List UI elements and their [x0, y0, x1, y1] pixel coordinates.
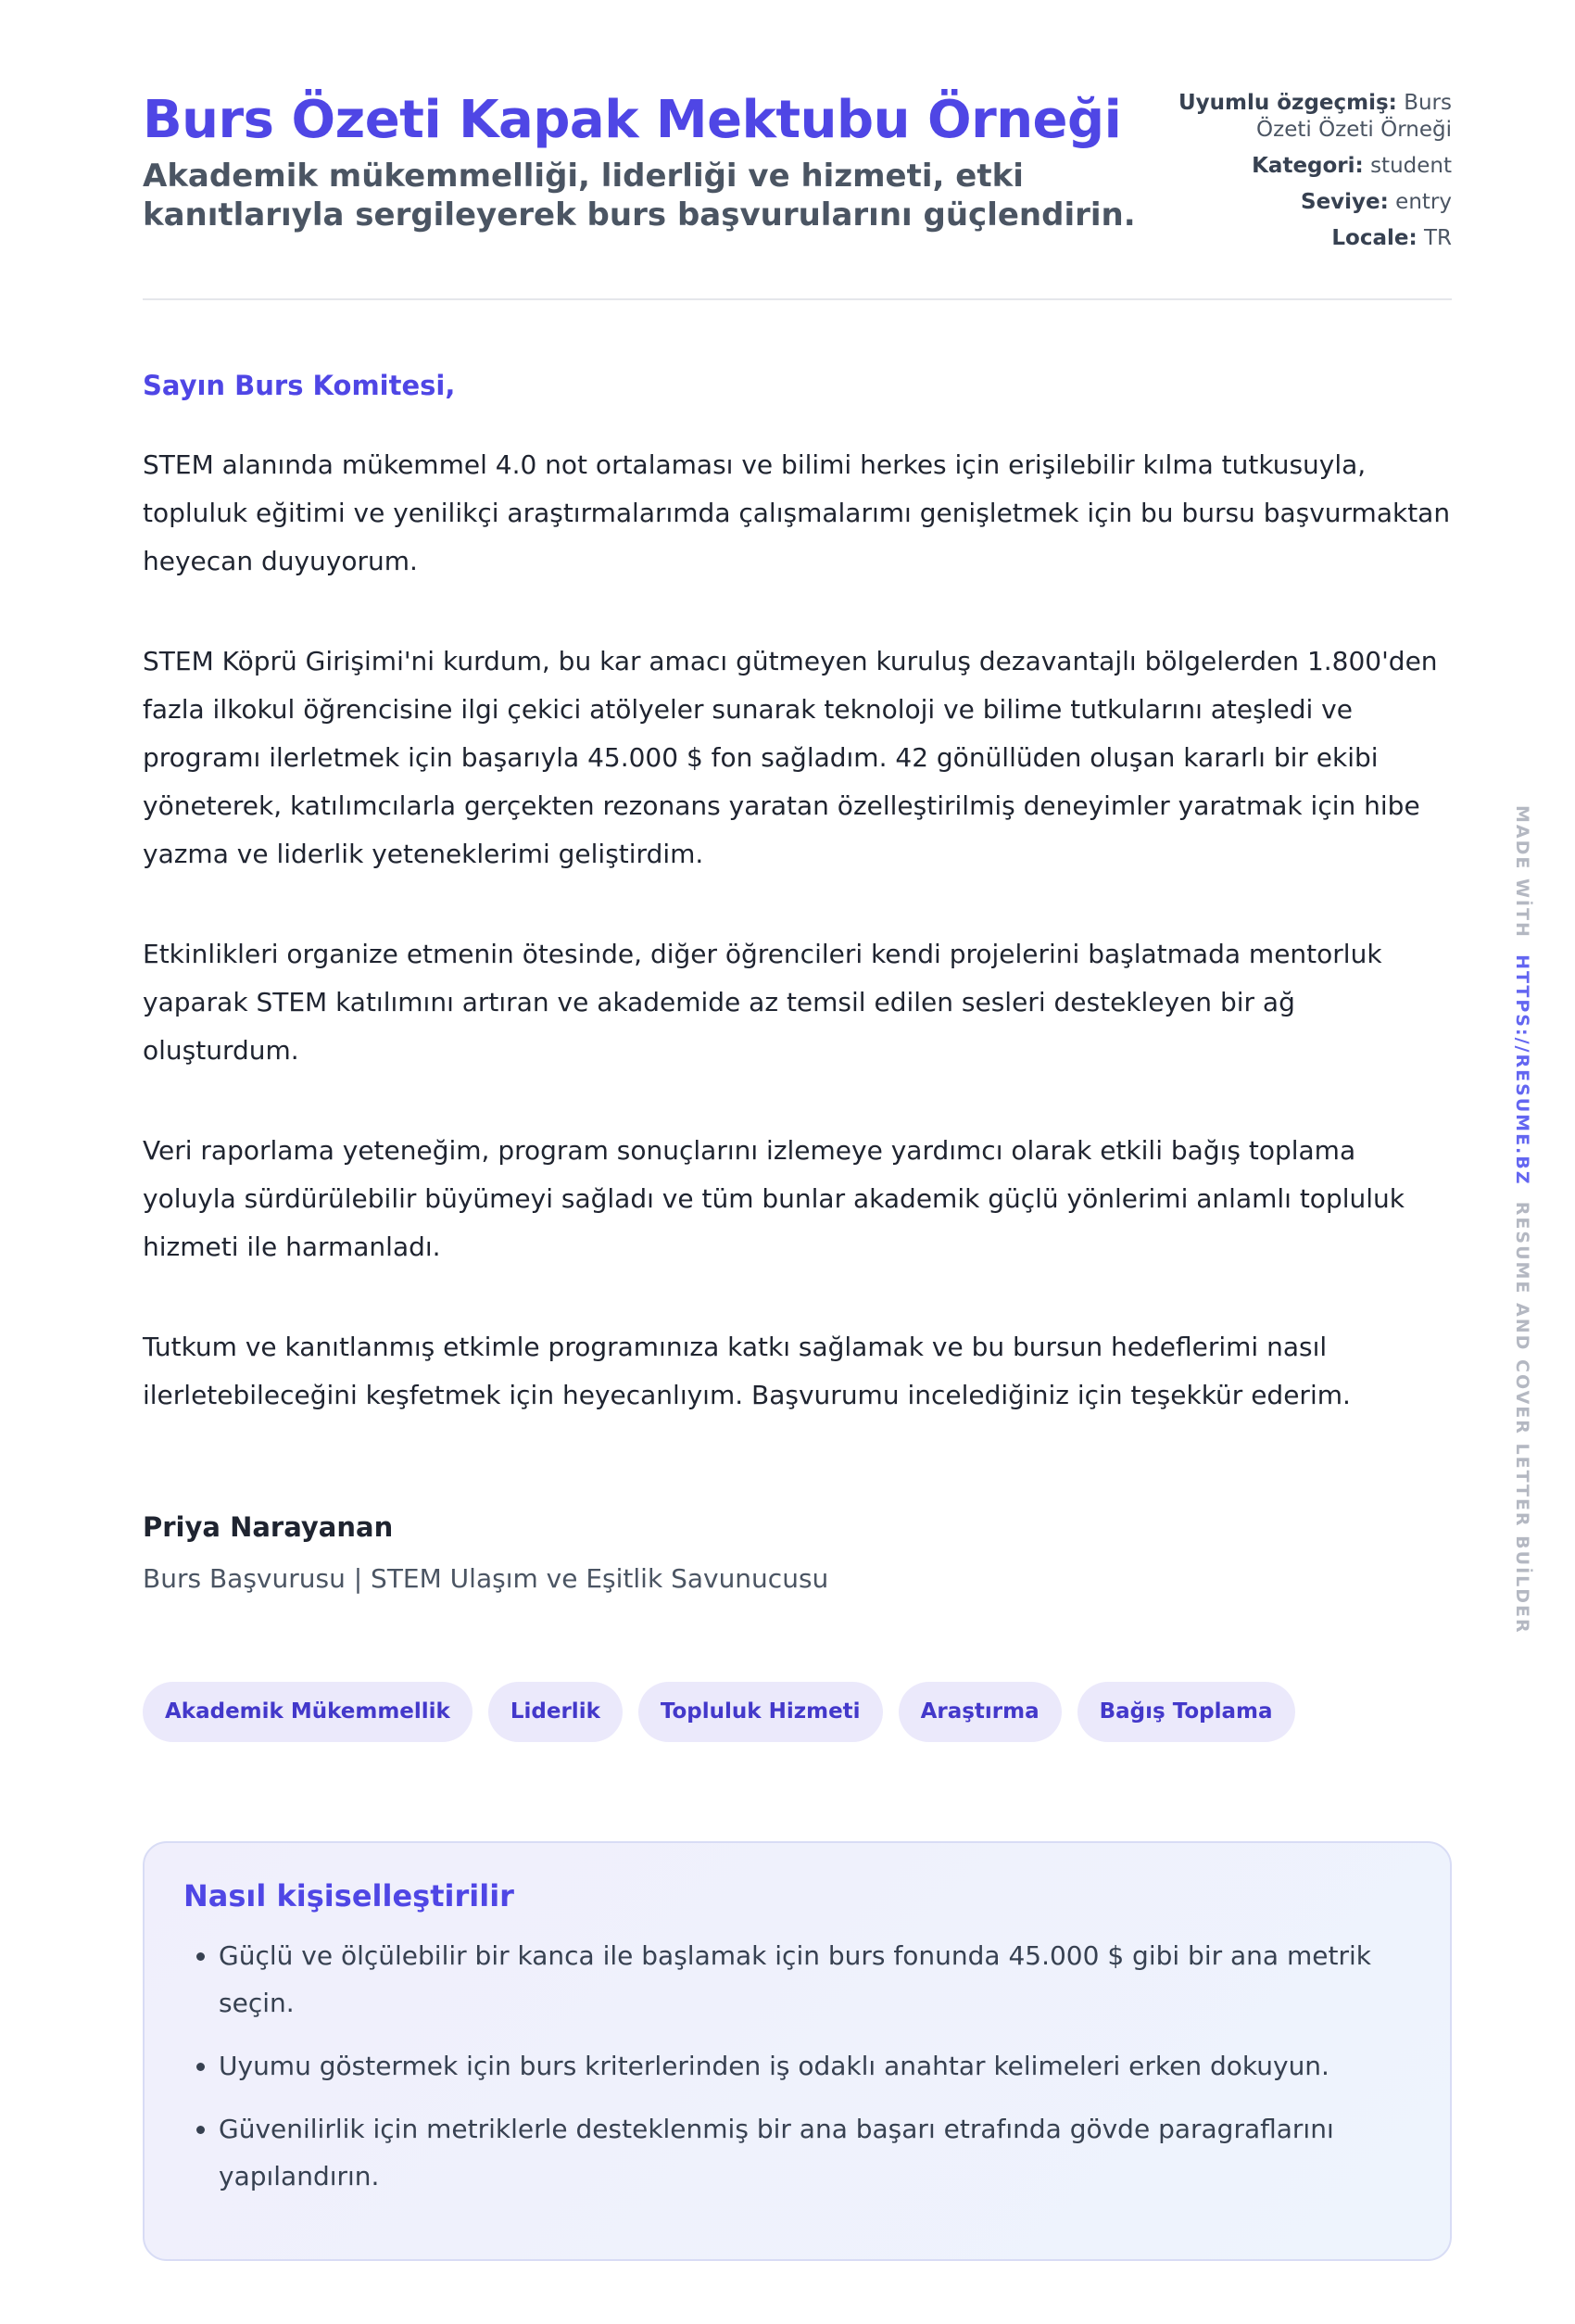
tag: Araştırma	[899, 1682, 1062, 1742]
meta-resume	[1137, 90, 1452, 144]
meta-value: entry	[1395, 190, 1452, 214]
paragraph: Veri raporlama yeteneğim, program sonuçlarını izlemeye yardımcı olarak etkili bağış toplama yoluyla sürdürülebilir büyümeyi sağladı ve tüm bunlar akademik güçlü yönlerimi anlamlı topluluk hizmeti ile harmanladı.	[143, 1135, 1405, 1262]
divider	[143, 298, 1452, 300]
signature-role: Burs Başvurusu | STEM Ulaşım ve Eşitlik Savunucusu	[143, 1563, 829, 1594]
meta-category	[1137, 153, 1452, 180]
meta-value: Burs Özeti Özeti Örneği	[1256, 91, 1452, 142]
paragraph: Etkinlikleri organize etmenin ötesinde, diğer öğrencileri kendi projelerini başlatmada mentorluk yaparak STEM katılımını artıran ve akademide az temsil edilen sesleri destekleyen bir ağ oluşturdum.	[143, 939, 1382, 1066]
paragraph: STEM Köprü Girişimi'ni kurdum, bu kar amacı gütmeyen kuruluş dezavantajlı bölgelerden 1.800'den fazla ilkokul öğrencisine ilgi çekici atölyeler sunarak teknoloji ve bilime tutkularını ateşledi ve programı ilerletmek için başarıyla 45.000 $ fon sağladım. 42 gönüllüden oluşan kararlı bir ekibi yöneterek, katılımcılarla gerçekten rezonans yaratan özelleştirilmiş deneyimler yaratmak için hibe yazma ve liderlik yeteneklerimi geliştirdim.	[143, 646, 1438, 869]
tag: Liderlik	[488, 1682, 623, 1742]
meta-locale	[1137, 225, 1452, 252]
meta-level	[1137, 189, 1452, 216]
watermark-link[interactable]: HTTPS://RESUME.BZ	[1512, 954, 1532, 1186]
paragraph: Tutkum ve kanıtlanmış etkimle programınıza katkı sağlamak ve bu bursun hedeflerimi nasıl ilerletebileceğini keşfetmek için heyecanlıyım. Başvurumu incelediğiniz için teşekkür ederim.	[143, 1332, 1351, 1410]
meta-value: student	[1370, 154, 1452, 178]
tips-list	[183, 1932, 1411, 2200]
salutation: Sayın Burs Komitesi,	[143, 370, 456, 401]
watermark-suffix: RESUME AND COVER LETTER BUİLDER	[1512, 1201, 1532, 1635]
tip-item: • Güvenilirlik için metriklerle desteklenmiş bir ana başarı etrafında gövde paragraflarını yapılandırın.	[219, 2105, 1411, 2200]
header	[143, 88, 1452, 250]
page-subtitle: Akademik mükemmelliği, liderliği ve hizmeti, etki kanıtlarıyla sergileyerek burs başvurularını güçlendirin.	[143, 158, 1136, 234]
signature-name: Priya Narayanan	[143, 1511, 394, 1543]
tag: Topluluk Hizmeti	[638, 1682, 883, 1742]
tag-list	[143, 1682, 1295, 1742]
signature	[143, 1501, 828, 1605]
paragraph: STEM alanında mükemmel 4.0 not ortalaması ve bilimi herkes için erişilebilir kılma tutkusuyla, topluluk eğitimi ve yenilikçi araştırmalarımda çalışmalarımı genişletmek için bu bursu başvurmaktan heyecan duyuyorum.	[143, 449, 1451, 576]
tag: Bağış Toplama	[1077, 1682, 1295, 1742]
tip-item: • Uyumu göstermek için burs kriterlerinden iş odaklı anahtar kelimeleri erken dokuyun.	[219, 2042, 1411, 2090]
tip-item: • Güçlü ve ölçülebilir bir kanca ile başlamak için burs fonunda 45.000 $ gibi bir ana metrik seçin.	[219, 1932, 1411, 2027]
meta-label: Kategori:	[1252, 154, 1364, 178]
meta-label: Locale:	[1331, 226, 1418, 250]
meta-value: TR	[1423, 226, 1452, 250]
meta-info	[1137, 90, 1452, 261]
watermark-prefix: MADE WİTH	[1512, 805, 1532, 939]
meta-label: Uyumlu özgeçmiş:	[1178, 91, 1397, 115]
letter-body	[143, 361, 1452, 1471]
page-title: Burs Özeti Kapak Mektubu Örneği	[143, 90, 1122, 150]
tag: Akademik Mükemmellik	[143, 1682, 472, 1742]
tips-title: Nasıl kişiselleştirilir	[183, 1878, 514, 1914]
meta-label: Seviye:	[1301, 190, 1389, 214]
customization-tips	[143, 1841, 1452, 2261]
watermark	[1512, 805, 1532, 1635]
